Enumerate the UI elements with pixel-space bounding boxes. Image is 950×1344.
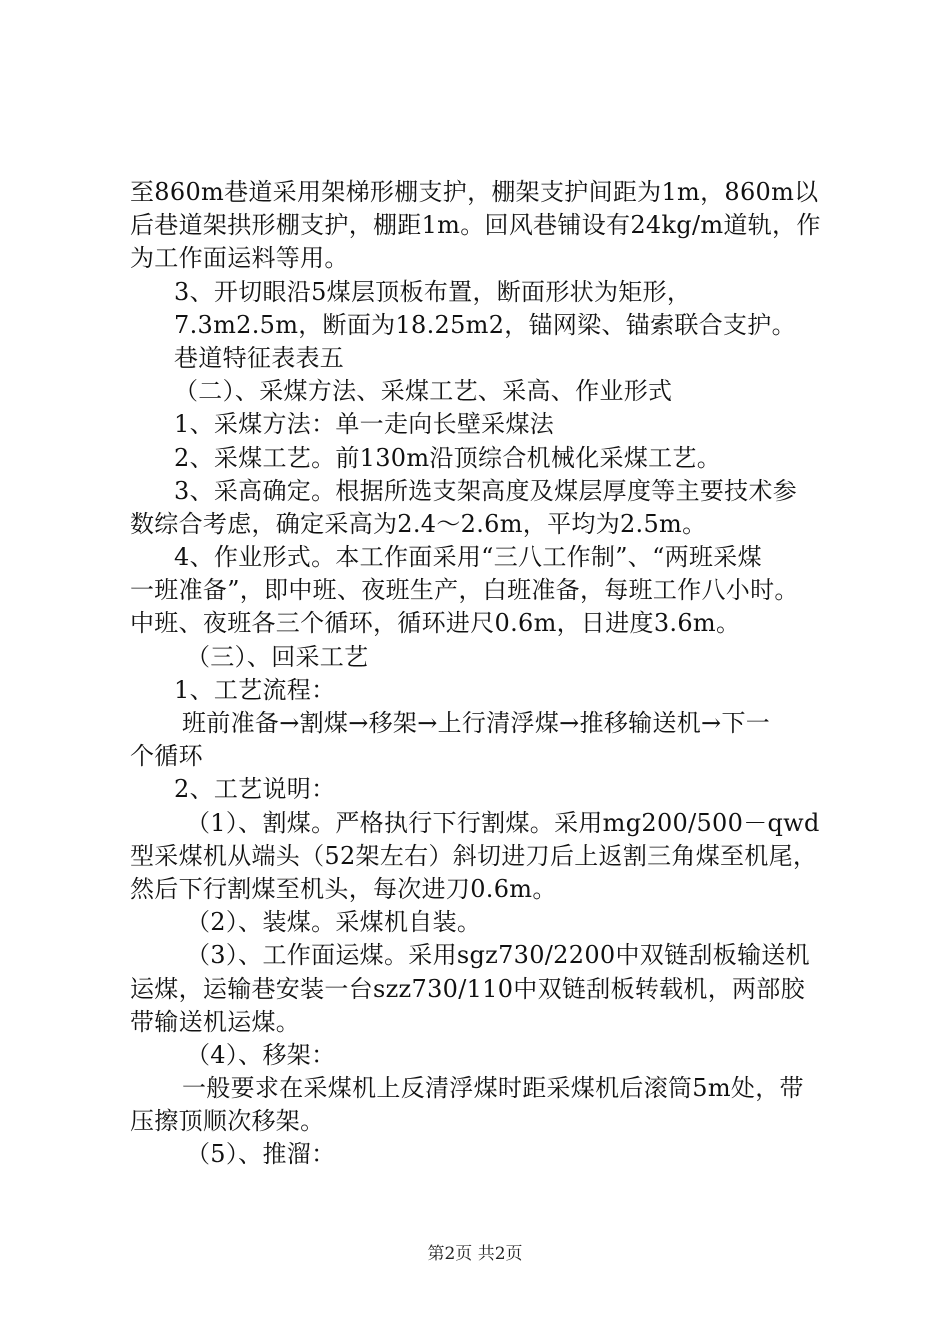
text-line: 一班准备”，即中班、夜班生产，白班准备，每班工作八小时。 [130, 576, 799, 605]
text-line: 1、工艺流程： [174, 675, 336, 704]
text-line: 班前准备→割煤→移架→上行清浮煤→推移输送机→下一 [182, 709, 771, 737]
text-line: 然后下行割煤至机头，每次进刀0.6m。 [130, 874, 557, 903]
text-line: （1）、割煤。严格执行下行割煤。采用mg200/500－qwd [186, 808, 820, 837]
text-line: 巷道特征表表五 [174, 343, 345, 372]
text-line: 2、工艺说明： [174, 775, 336, 804]
text-line: 带输送机运煤。 [130, 1007, 301, 1036]
page-number: 第2页 共2页 [427, 1244, 523, 1264]
document-body [130, 176, 830, 1172]
text-line: （三）、回采工艺 [186, 642, 369, 671]
page-footer [0, 1243, 950, 1265]
text-line: 1、采煤方法：单一走向长壁采煤法 [174, 410, 555, 439]
text-line: 个循环 [130, 742, 203, 771]
text-line: 3、开切眼沿5煤层顶板布置，断面形状为矩形， [174, 277, 692, 306]
text-line: 7.3m2.5m，断面为18.25m2，锚网梁、锚索联合支护。 [174, 310, 796, 339]
text-line: 运煤，运输巷安装一台szz730/110中双链刮板转载机，两部胶 [130, 974, 805, 1003]
text-line: （4）、移架： [186, 1040, 336, 1069]
text-line: 至860m巷道采用架梯形棚支护，棚架支护间距为1m，860m以 [130, 178, 819, 206]
text-line: 压擦顶顺次移架。 [130, 1107, 325, 1136]
text-line: 2、采煤工艺。前130m沿顶综合机械化采煤工艺。 [174, 443, 722, 472]
text-line: 数综合考虑，确定采高为2.4～2.6m，平均为2.5m。 [130, 509, 707, 538]
text-line: 后巷道架拱形棚支护，棚距1m。回风巷铺设有24kg/m道轨，作 [130, 211, 821, 240]
text-line: （2）、装煤。采煤机自装。 [186, 908, 482, 937]
text-line: 中班、夜班各三个循环，循环进尺0.6m，日进度3.6m。 [130, 609, 741, 638]
text-line: 型采煤机从端头（52架左右）斜切进刀后上返割三角煤至机尾， [130, 841, 818, 870]
text-line: （5）、推溜： [186, 1140, 336, 1169]
text-line: 一般要求在采煤机上反清浮煤时距采煤机后滚筒5m处，带 [182, 1074, 804, 1103]
text-line: （3）、工作面运煤。采用sgz730/2200中双链刮板输送机 [186, 941, 810, 970]
text-line: （二）、采煤方法、采煤工艺、采高、作业形式 [174, 377, 673, 406]
text-line: 为工作面运料等用。 [130, 244, 349, 273]
text-line: 4、作业形式。本工作面采用“三八工作制”、“两班采煤 [174, 543, 762, 572]
text-line: 3、采高确定。根据所选支架高度及煤层厚度等主要技术参 [174, 476, 798, 505]
